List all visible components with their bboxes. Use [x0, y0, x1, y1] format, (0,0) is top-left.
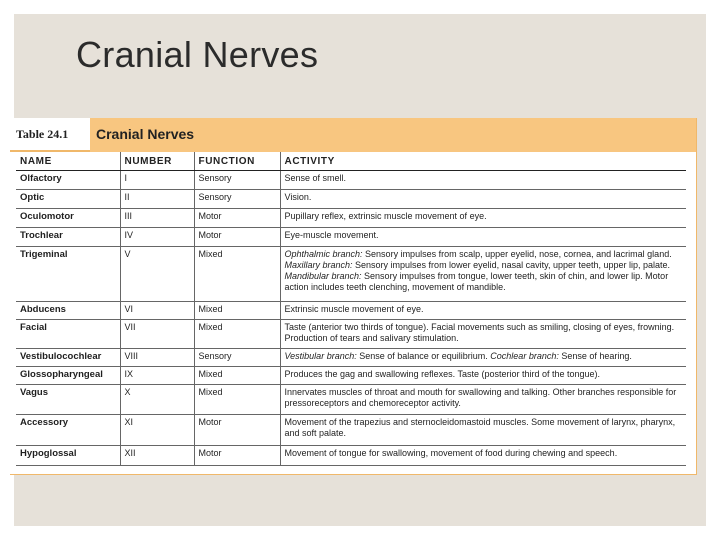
nerve-activity: Extrinsic muscle movement of eye. — [280, 302, 686, 320]
nerve-activity: Taste (anterior two thirds of tongue). Facial movements such as smiling, closing of eyes, frowning. Production of tears and salivary stimulation. — [280, 320, 686, 349]
cranial-nerves-table — [16, 152, 686, 466]
table-row — [16, 385, 686, 415]
nerve-name: Facial — [16, 320, 120, 349]
nerve-name: Hypoglossal — [16, 446, 120, 466]
ophthalmic-branch-text: Sensory impulses from scalp, upper eyelid, nose, cornea, and lacrimal gland. — [362, 249, 672, 259]
nerve-function: Mixed — [194, 247, 280, 302]
nerve-name: Abducens — [16, 302, 120, 320]
column-header-name: NAME — [16, 152, 120, 171]
nerve-function: Sensory — [194, 349, 280, 367]
nerve-function: Motor — [194, 446, 280, 466]
nerve-function: Motor — [194, 228, 280, 247]
table-row — [16, 349, 686, 367]
table-row — [16, 190, 686, 209]
nerve-name: Vagus — [16, 385, 120, 415]
nerve-name: Optic — [16, 190, 120, 209]
maxillary-branch-text: Sensory impulses from lower eyelid, nasal cavity, upper teeth, upper lip, palate. — [352, 260, 671, 270]
nerve-function: Mixed — [194, 385, 280, 415]
nerve-number: VII — [120, 320, 194, 349]
nerve-activity: Vision. — [280, 190, 686, 209]
nerve-function: Sensory — [194, 190, 280, 209]
nerve-activity: Movement of tongue for swallowing, movement of food during chewing and speech. — [280, 446, 686, 466]
cochlear-branch-label: Cochlear branch: — [490, 351, 559, 361]
nerve-activity: Innervates muscles of throat and mouth for swallowing and talking. Other branches responsible for pressoreceptors and chemoreceptor activity. — [280, 385, 686, 415]
nerve-number: II — [120, 190, 194, 209]
mandibular-branch-label: Mandibular branch: — [284, 271, 362, 281]
table-row — [16, 247, 686, 302]
nerve-number: XI — [120, 415, 194, 446]
vestibular-branch-label: Vestibular branch: — [284, 351, 357, 361]
nerve-function: Mixed — [194, 302, 280, 320]
nerve-function: Mixed — [194, 367, 280, 385]
nerve-number: IV — [120, 228, 194, 247]
nerve-number: IX — [120, 367, 194, 385]
column-header-number: NUMBER — [120, 152, 194, 171]
nerve-name: Trochlear — [16, 228, 120, 247]
table-row — [16, 228, 686, 247]
nerve-activity: Pupillary reflex, extrinsic muscle movement of eye. — [280, 209, 686, 228]
table-row — [16, 209, 686, 228]
nerve-number: X — [120, 385, 194, 415]
table-row — [16, 171, 686, 190]
table-row — [16, 415, 686, 446]
nerve-function: Sensory — [194, 171, 280, 190]
nerve-name: Accessory — [16, 415, 120, 446]
table-row — [16, 367, 686, 385]
table-row — [16, 446, 686, 466]
maxillary-branch-label: Maxillary branch: — [284, 260, 353, 270]
nerve-name: Glossopharyngeal — [16, 367, 120, 385]
table-header-row — [16, 152, 686, 171]
nerve-number: I — [120, 171, 194, 190]
cochlear-branch-text: Sense of hearing. — [558, 351, 632, 361]
ophthalmic-branch-label: Ophthalmic branch: — [284, 249, 363, 259]
table-caption: Cranial Nerves — [96, 126, 195, 142]
nerve-function: Motor — [194, 209, 280, 228]
column-header-function: FUNCTION — [194, 152, 280, 171]
nerve-number: VI — [120, 302, 194, 320]
nerve-name: Trigeminal — [16, 247, 120, 302]
nerve-number: XII — [120, 446, 194, 466]
nerve-number: V — [120, 247, 194, 302]
table-row — [16, 320, 686, 349]
nerve-activity — [280, 247, 686, 302]
nerve-name: Oculomotor — [16, 209, 120, 228]
table-row — [16, 302, 686, 320]
nerve-number: III — [120, 209, 194, 228]
nerve-activity: Sense of smell. — [280, 171, 686, 190]
nerve-name: Vestibulocochlear — [16, 349, 120, 367]
nerve-function: Mixed — [194, 320, 280, 349]
table-card — [10, 118, 697, 475]
nerve-activity: Produces the gag and swallowing reflexes. Taste (posterior third of the tongue). — [280, 367, 686, 385]
column-header-activity: ACTIVITY — [280, 152, 686, 171]
slide-title: Cranial Nerves — [76, 34, 319, 75]
nerve-function: Motor — [194, 415, 280, 446]
nerve-activity: Movement of the trapezius and sternocleidomastoid muscles. Some movement of larynx, pharynx, and soft palate. — [280, 415, 686, 446]
vestibular-branch-text: Sense of balance or equilibrium. — [356, 351, 491, 361]
nerve-activity: Eye-muscle movement. — [280, 228, 686, 247]
table-number: Table 24.1 — [10, 118, 90, 152]
mandibular-branch-text: Sensory impulses from tongue, lower teeth, skin of chin, and lower lip. Motor action includes teeth clenching, movement of mandible. — [284, 271, 669, 292]
nerve-activity — [280, 349, 686, 367]
nerve-name: Olfactory — [16, 171, 120, 190]
nerve-number: VIII — [120, 349, 194, 367]
